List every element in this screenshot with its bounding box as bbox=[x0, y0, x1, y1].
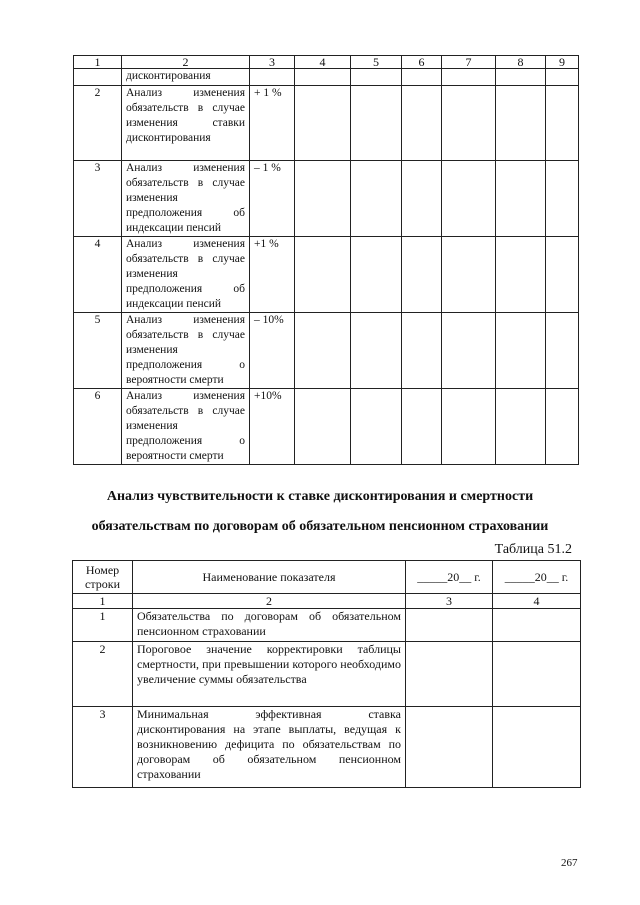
table2-col-num: 4 bbox=[493, 594, 581, 609]
row-number: 2 bbox=[73, 642, 133, 707]
header-year-1: _____20__ г. bbox=[406, 561, 493, 594]
section-heading-line1: Анализ чувствительности к ставке дисконтирования и смертности bbox=[106, 489, 534, 504]
table1-col-num: 9 bbox=[546, 56, 579, 69]
table1-col-num: 4 bbox=[295, 56, 351, 69]
table2-col-num: 3 bbox=[406, 594, 493, 609]
header-row-number: Номер строки bbox=[73, 561, 133, 594]
sensitivity-table-continued bbox=[73, 55, 579, 465]
mortality-sensitivity-table bbox=[72, 560, 581, 788]
row-number: 5 bbox=[74, 313, 122, 389]
row-description: Анализ изменения обязательств в случае изменения ставки дисконтирования bbox=[122, 86, 250, 161]
row-description: Обязательства по договорам об обязательном пенсионном страховании bbox=[133, 609, 406, 642]
table1-col-num: 5 bbox=[351, 56, 402, 69]
table-row bbox=[73, 642, 581, 707]
row-description: Анализ изменения обязательств в случае изменения предположения об индексации пенсий bbox=[122, 161, 250, 237]
row-description: Анализ изменения обязательств в случае изменения предположения о вероятности смерти bbox=[122, 389, 250, 465]
page-number: 267 bbox=[561, 857, 578, 869]
row-value: – 1 % bbox=[250, 161, 295, 237]
row-number: 3 bbox=[74, 161, 122, 237]
table-number: Таблица 51.2 bbox=[494, 542, 572, 557]
row-number: 3 bbox=[73, 707, 133, 788]
table2-col-num: 1 bbox=[73, 594, 133, 609]
row-value: +10% bbox=[250, 389, 295, 465]
row-description: Анализ изменения обязательств в случае изменения предположения о вероятности смерти bbox=[122, 313, 250, 389]
row-number: 6 bbox=[74, 389, 122, 465]
row-number: 2 bbox=[74, 86, 122, 161]
table-row bbox=[73, 707, 581, 788]
table2-col-num: 2 bbox=[133, 594, 406, 609]
header-year-2: _____20__ г. bbox=[493, 561, 581, 594]
section-heading-line2: обязательствам по договорам об обязательном пенсионном страховании bbox=[91, 519, 549, 534]
row-value: + 1 % bbox=[250, 86, 295, 161]
table1-continuation-row bbox=[74, 69, 579, 86]
table2-column-numbers bbox=[73, 594, 581, 609]
row-description: Пороговое значение корректировки таблицы смертности, при превышении которого необходимо увеличение суммы обязательства bbox=[133, 642, 406, 707]
row-value: +1 % bbox=[250, 237, 295, 313]
table1-col-num: 6 bbox=[402, 56, 442, 69]
table2-header-row bbox=[73, 561, 581, 594]
row-description: Анализ изменения обязательств в случае изменения предположения об индексации пенсий bbox=[122, 237, 250, 313]
header-indicator: Наименование показателя bbox=[133, 561, 406, 594]
table-row bbox=[74, 313, 579, 389]
table-row bbox=[74, 389, 579, 465]
row-value: – 10% bbox=[250, 313, 295, 389]
table1-col-num: 3 bbox=[250, 56, 295, 69]
row-number: 1 bbox=[73, 609, 133, 642]
table1-col-num: 7 bbox=[442, 56, 496, 69]
table1-col-num: 2 bbox=[122, 56, 250, 69]
table1-col-num: 1 bbox=[74, 56, 122, 69]
table-row bbox=[73, 609, 581, 642]
table-row bbox=[74, 161, 579, 237]
table-row bbox=[74, 86, 579, 161]
table1-col-num: 8 bbox=[496, 56, 546, 69]
row-description: Минимальная эффективная ставка дисконтирования на этапе выплаты, ведущая к возникновению дефицита по обязательствам по договорам об обязательном пенсионном страховании bbox=[133, 707, 406, 788]
table1-header-row bbox=[74, 56, 579, 69]
table-row bbox=[74, 237, 579, 313]
row-number: 4 bbox=[74, 237, 122, 313]
table1-continuation-text: дисконтирования bbox=[122, 69, 250, 86]
